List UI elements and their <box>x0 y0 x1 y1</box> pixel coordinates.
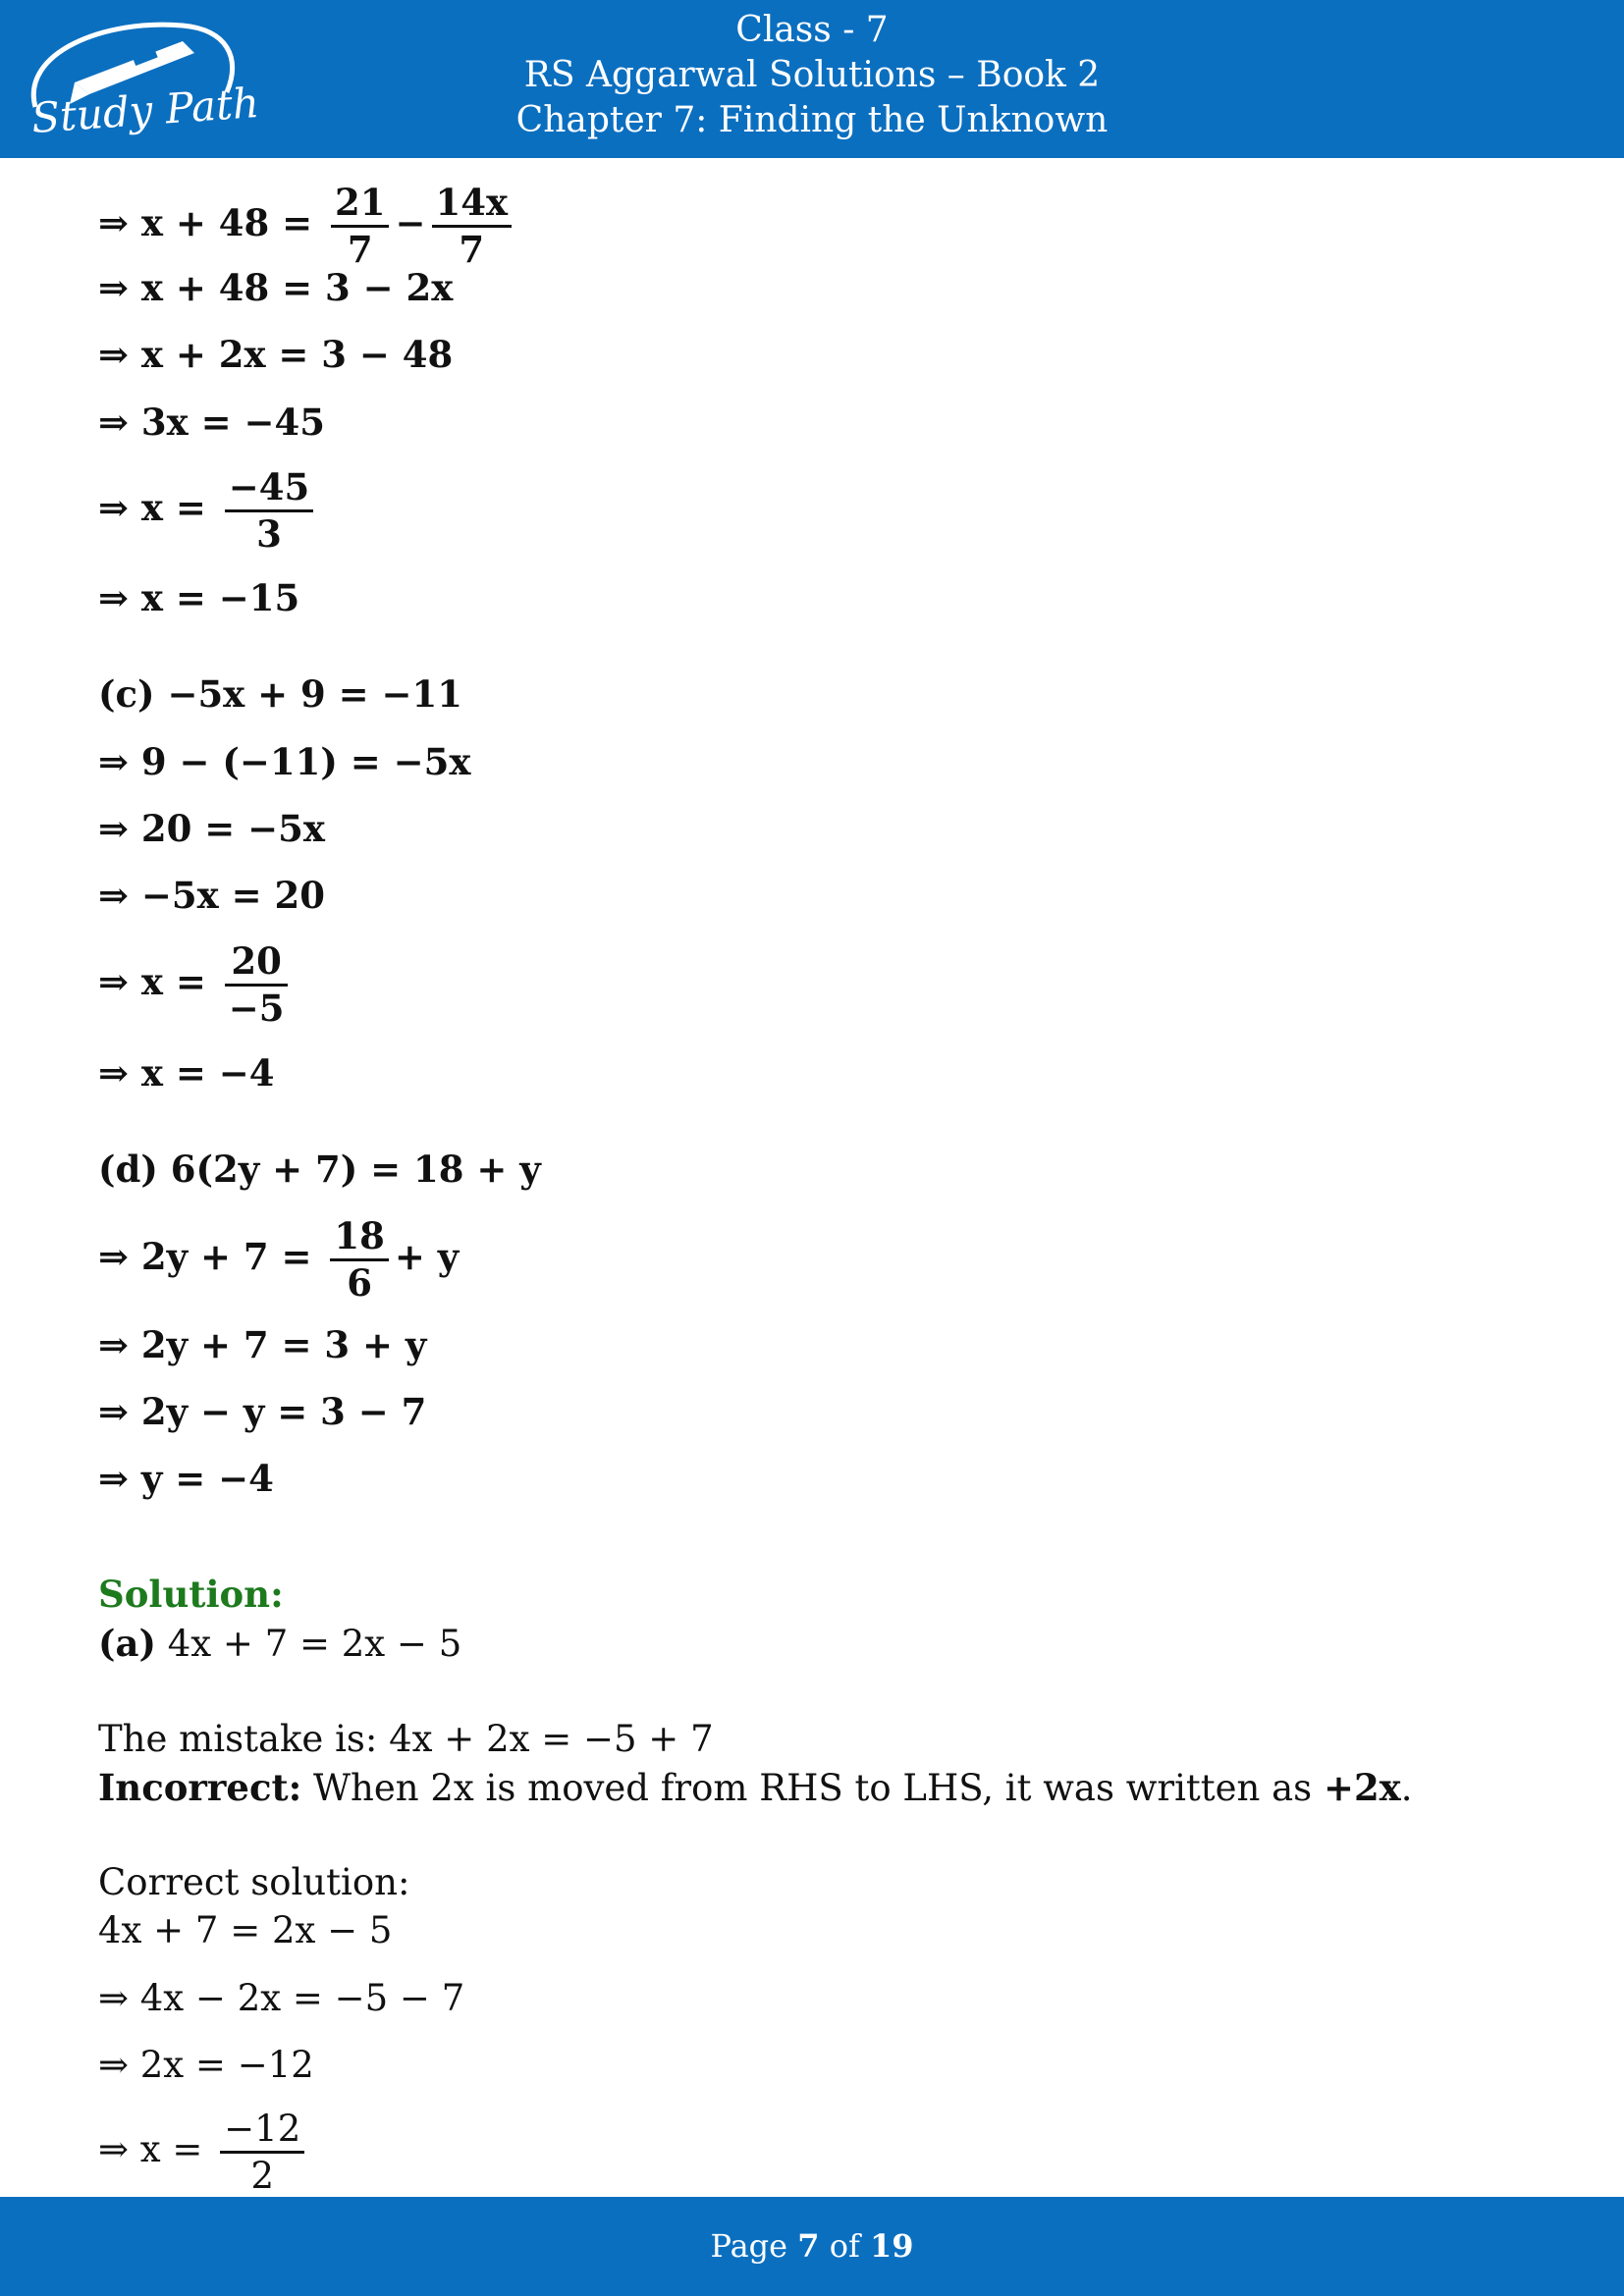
incorrect-line: Incorrect: When 2x is moved from RHS to LHS, it was written as +2x. <box>98 1766 1413 1809</box>
step-line: ⇒ 4x − 2x = −5 − 7 <box>98 1977 465 2019</box>
step-line: ⇒ x = −4 <box>98 1051 275 1095</box>
fraction: $\frac{20}{-5}$ <box>225 939 289 1031</box>
step-line: ⇒ x = $\frac{20}{-5}$ <box>98 939 294 1031</box>
solution-a-equation: (a) 4x + 7 = 2x − 5 <box>98 1622 462 1665</box>
step-line: 4x + 7 = 2x − 5 <box>98 1909 393 1951</box>
header-chapter: Chapter 7: Finding the Unknown <box>515 100 1109 140</box>
step-line: ⇒ x = −15 <box>98 576 300 619</box>
step-line: ⇒ 20 = −5x <box>98 807 325 850</box>
step-line: ⇒ 2y + 7 = 3 + y <box>98 1323 427 1366</box>
step-line: ⇒ 2y + 7 = $\frac{18}{6}$ + y <box>98 1214 460 1305</box>
solution-heading: Solution: <box>98 1573 284 1616</box>
step-line: ⇒ x + 2x = 3 − 48 <box>98 333 454 376</box>
step-line: ⇒ x + 48 = $\frac{21}{7}$ − $\frac{14x}{7}$ <box>98 181 517 272</box>
fraction: $\frac{18}{6}$ <box>330 1214 389 1306</box>
header-class: Class - 7 <box>735 10 889 50</box>
page-footer <box>0 2197 1624 2296</box>
step-line: ⇒ 2y − y = 3 − 7 <box>98 1390 427 1433</box>
fraction: $\frac{14x}{7}$ <box>432 181 513 272</box>
fraction: $\frac{21}{7}$ <box>331 181 390 272</box>
header-book: RS Aggarwal Solutions – Book 2 <box>523 55 1101 95</box>
step-line: ⇒ 9 − (−11) = −5x <box>98 740 471 783</box>
step-line: ⇒ y = −4 <box>98 1457 274 1500</box>
page-total: 19 <box>869 2227 914 2265</box>
page-of: of <box>829 2227 860 2265</box>
part-c-equation: (c) −5x + 9 = −11 <box>98 672 463 716</box>
part-d-equation: (d) 6(2y + 7) = 18 + y <box>98 1148 541 1191</box>
step-line: ⇒ x = $\frac{-12}{2}$ <box>98 2107 310 2198</box>
step-line: ⇒ 2x = −12 <box>98 2044 314 2086</box>
mistake-line: The mistake is: 4x + 2x = −5 + 7 <box>98 1718 714 1760</box>
page-number: 7 <box>797 2227 820 2265</box>
step-line: ⇒ x + 48 = 3 − 2x <box>98 266 454 309</box>
logo-text: Study Path <box>29 78 261 143</box>
step-line: ⇒ −5x = 20 <box>98 874 325 917</box>
step-line: ⇒ 3x = −45 <box>98 400 325 444</box>
page-label: Page <box>710 2227 788 2265</box>
step-line: ⇒ x = $\frac{-45}{3}$ <box>98 465 319 557</box>
page-header <box>0 0 1624 158</box>
fraction: $\frac{-45}{3}$ <box>225 465 314 557</box>
fraction: $\frac{-12}{2}$ <box>220 2107 304 2198</box>
correct-solution-label: Correct solution: <box>98 1861 410 1903</box>
